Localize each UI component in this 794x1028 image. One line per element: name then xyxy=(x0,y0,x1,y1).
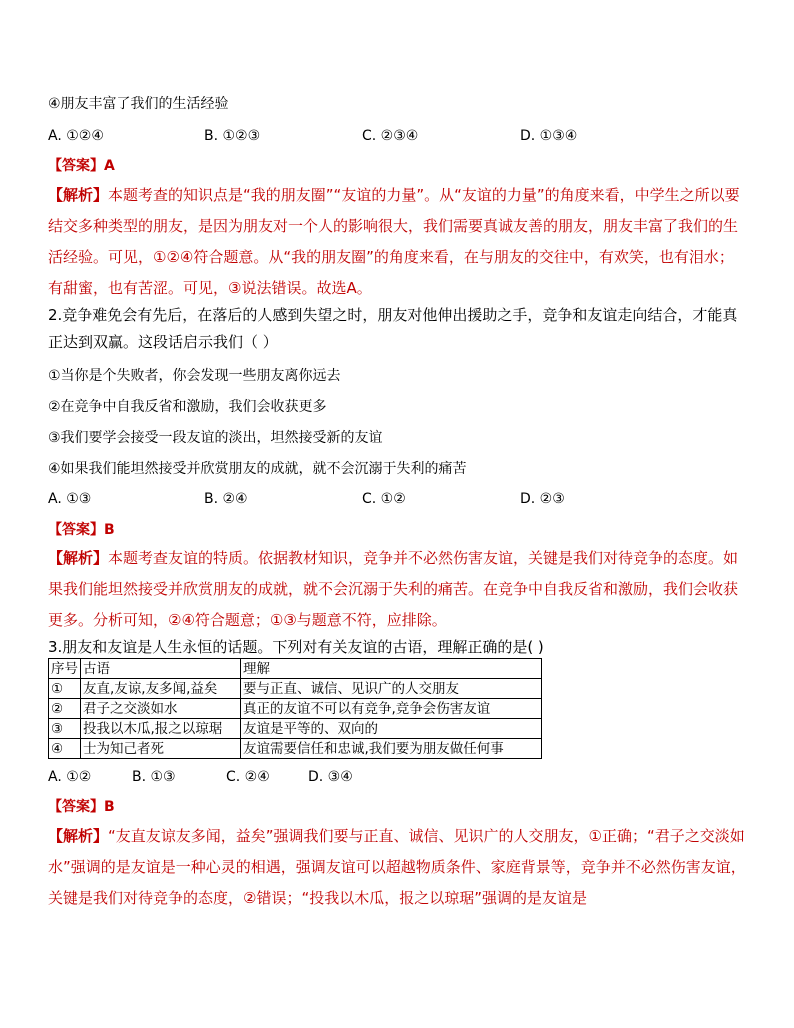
table-row xyxy=(49,739,542,759)
q2-analysis xyxy=(48,543,748,636)
q3-option-d: D. ③④ xyxy=(308,769,353,785)
analysis-text: 本题考查友谊的特质。依据教材知识，竞争并不必然伤害友谊，关键是我们对待竞争的态度。如果我们能坦然接受并欣赏朋友的成就，就不会沉溺于失利的痛苦。在竞争中自我反省和激励，我们会收获更多。分析可知，②④符合题意；①③与题意不符，应排除。 xyxy=(48,549,739,629)
q1-option-a: A. ①②④ xyxy=(48,128,104,144)
q2-item-3: ③我们要学会接受一段友谊的淡出，坦然接受新的友谊 xyxy=(48,430,383,446)
q2-answer xyxy=(48,520,115,540)
table-cell: 要与正直、诚信、见识广的人交朋友 xyxy=(241,679,542,699)
table-header-cell: 古语 xyxy=(81,659,241,679)
q1-answer xyxy=(48,156,115,176)
q3-analysis xyxy=(48,821,748,914)
table-header-cell: 理解 xyxy=(241,659,542,679)
q1-analysis xyxy=(48,180,748,304)
answer-label: 【答案】 xyxy=(48,158,104,174)
q2-stem: 2.竞争难免会有先后，在落后的人感到失望之时，朋友对他伸出援助之手，竞争和友谊走向结合，才能真正达到双赢。这段话启示我们（ ） xyxy=(48,306,738,351)
table-header-row xyxy=(49,659,542,679)
q3-option-b: B. ①③ xyxy=(132,769,176,785)
table-cell: ④ xyxy=(49,739,81,759)
table-cell: 友谊是平等的、双向的 xyxy=(241,719,542,739)
analysis-label: 【解析】 xyxy=(48,549,109,567)
analysis-label: 【解析】 xyxy=(48,186,109,204)
table-cell: 君子之交淡如水 xyxy=(81,699,241,719)
table-cell: 友直,友谅,友多闻,益矣 xyxy=(81,679,241,699)
table-row xyxy=(49,679,542,699)
q3-answer xyxy=(48,797,115,817)
answer-value: A xyxy=(104,158,115,174)
analysis-label: 【解析】 xyxy=(48,827,109,845)
q1-option-b: B. ①②③ xyxy=(204,128,261,144)
q2-option-b: B. ②④ xyxy=(204,491,248,507)
q2-item-4: ④如果我们能坦然接受并欣赏朋友的成就，就不会沉溺于失利的痛苦 xyxy=(48,461,467,477)
table-cell: ③ xyxy=(49,719,81,739)
q1-item-4: ④朋友丰富了我们的生活经验 xyxy=(48,96,229,112)
table-cell: 友谊需要信任和忠诚,我们要为朋友做任何事 xyxy=(241,739,542,759)
q1-option-d: D. ①③④ xyxy=(520,128,578,144)
q2-option-d: D. ②③ xyxy=(520,491,565,507)
q2-item-1: ①当你是个失败者，你会发现一些朋友离你远去 xyxy=(48,368,341,384)
answer-label: 【答案】 xyxy=(48,799,104,815)
table-row xyxy=(49,719,542,739)
answer-label: 【答案】 xyxy=(48,522,104,538)
table-row xyxy=(49,699,542,719)
q3-table xyxy=(48,658,542,759)
q2-option-c: C. ①② xyxy=(362,491,406,507)
q2-item-2: ②在竞争中自我反省和激励，我们会收获更多 xyxy=(48,399,327,415)
analysis-text: “友直友谅友多闻，益矣”强调我们要与正直、诚信、见识广的人交朋友，①正确；“君子之交淡如水”强调的是友谊是一种心灵的相遇，强调友谊可以超越物质条件、家庭背景等，竞争并不必然伤害友谊，关键是我们对待竞争的态度，②错误；“投我以木瓜，报之以琼琚”强调的是友谊是 xyxy=(48,827,746,907)
q3-option-c: C. ②④ xyxy=(226,769,270,785)
q2-option-a: A. ①③ xyxy=(48,491,92,507)
answer-value: B xyxy=(104,522,115,538)
table-cell: 投我以木瓜,报之以琼琚 xyxy=(81,719,241,739)
table-cell: 士为知己者死 xyxy=(81,739,241,759)
table-cell: 真正的友谊不可以有竞争,竞争会伤害友谊 xyxy=(241,699,542,719)
answer-value: B xyxy=(104,799,115,815)
table-header-cell: 序号 xyxy=(49,659,81,679)
q3-option-a: A. ①② xyxy=(48,769,92,785)
analysis-text: 本题考查的知识点是“我的朋友圈”“友谊的力量”。从“友谊的力量”的角度来看，中学生之所以要结交多种类型的朋友，是因为朋友对一个人的影响很大，我们需要真诚友善的朋友，朋友丰富了我们的生活经验。可见，①②④符合题意。从“我的朋友圈”的角度来看，在与朋友的交往中，有欢笑，也有泪水；有甜蜜，也有苦涩。可见，③说法错误。故选A。 xyxy=(48,186,740,297)
table-cell: ① xyxy=(49,679,81,699)
q3-stem: 3.朋友和友谊是人生永恒的话题。下列对有关友谊的古语，理解正确的是( ) xyxy=(48,638,544,656)
table-cell: ② xyxy=(49,699,81,719)
q1-option-c: C. ②③④ xyxy=(362,128,419,144)
